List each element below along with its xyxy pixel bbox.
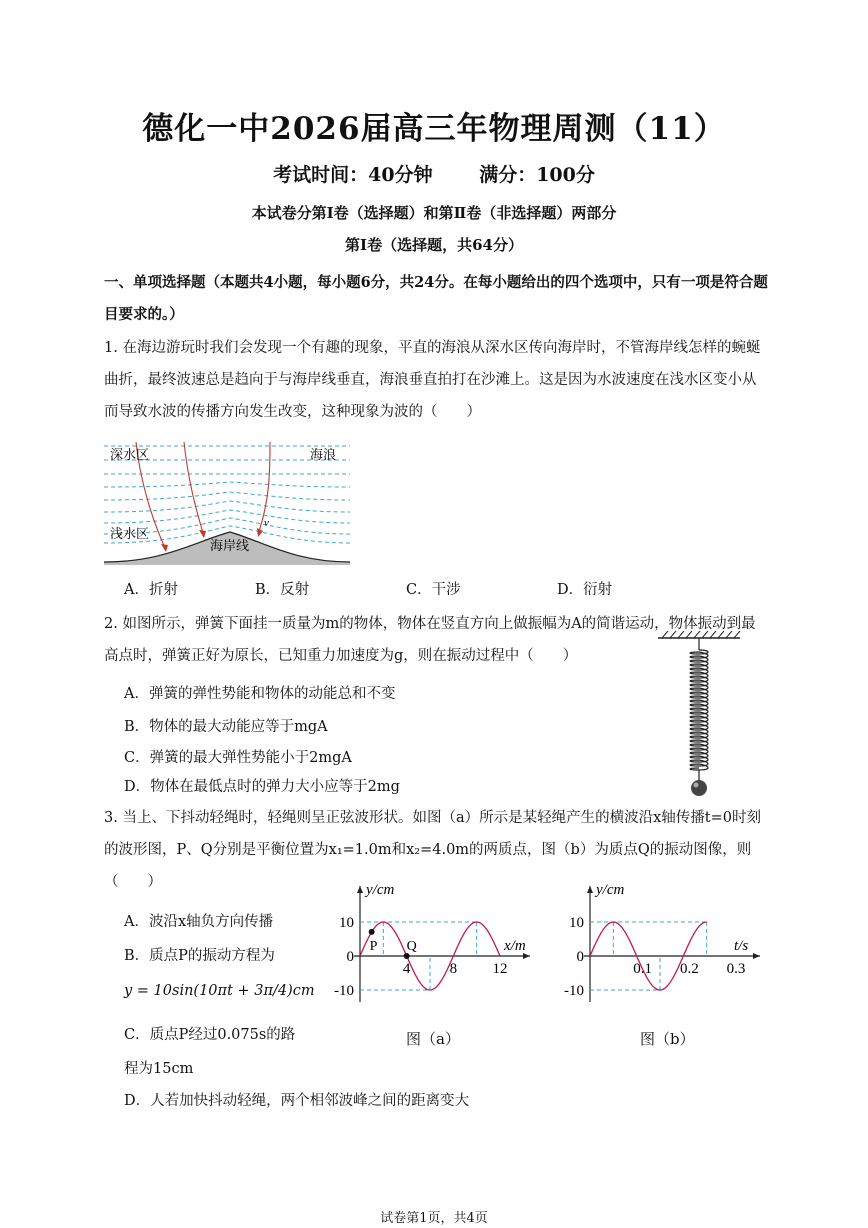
x-tick-label: 12 bbox=[492, 961, 508, 977]
chart-b-caption: 图（b） bbox=[640, 1030, 695, 1048]
q1-stem: 1. 在海边游玩时我们会发现一个有趣的现象，平直的海浪从深水区传向海岸时，不管海岸线怎样的蜿蜒曲折，最终波速总是趋向于与海岸线垂直，海浪垂直拍打在沙滩上。这是因为水波速度在浅水区变小从而导致水波的传播方向发生改变，这种现象为波的（ ） bbox=[104, 340, 761, 420]
y-axis-label: y/cm bbox=[366, 882, 395, 898]
q2-option-c: C．弹簧的最大弹性势能小于2mgA bbox=[124, 750, 352, 766]
label-coast: 海岸线 bbox=[210, 538, 250, 553]
y-axis-arrow bbox=[357, 886, 363, 893]
y-tick-label: -10 bbox=[334, 983, 354, 999]
exam-score: 满分：100分 bbox=[479, 164, 595, 186]
q2-spring-figure bbox=[650, 628, 750, 798]
chart-b bbox=[560, 878, 775, 1008]
x-tick-label: 4 bbox=[402, 961, 411, 977]
spring-coils bbox=[690, 650, 708, 770]
point-label-P: P bbox=[369, 938, 378, 954]
y-tick-label: -10 bbox=[564, 983, 584, 999]
q1-option-a: A．折射 bbox=[124, 582, 178, 598]
y-axis-arrow bbox=[587, 886, 593, 893]
q2-option-d: D．物体在最低点时的弹力大小应等于2mg bbox=[124, 779, 400, 795]
x-tick-label: 0.3 bbox=[726, 961, 746, 977]
label-v: v bbox=[264, 517, 269, 529]
q2-stem: 2. 如图所示，弹簧下面挂一质量为m的物体，物体在竖直方向上做振幅为A的简谐运动，物体振动到最高点时，弹簧正好为原长，已知重力加速度为g，则在振动过程中（ ） bbox=[104, 616, 756, 664]
x-axis-arrow bbox=[753, 953, 760, 959]
q2-option-b: B．物体的最大动能应等于mgA bbox=[124, 719, 328, 735]
y-tick-label: 0 bbox=[576, 949, 584, 965]
exam-time: 考试时间：40分钟 bbox=[273, 164, 433, 186]
q1-option-b: B．反射 bbox=[255, 582, 310, 598]
q1-option-d: D．衍射 bbox=[557, 582, 613, 598]
q3-option-b-equation: y = 10sin(10πt + 3π/4)cm bbox=[124, 983, 315, 999]
q2-option-a: A．弹簧的弹性势能和物体的动能总和不变 bbox=[124, 686, 396, 702]
mass-ball bbox=[691, 780, 707, 796]
page-title: 德化一中2026届高三年物理周测（11） bbox=[142, 111, 726, 147]
part-title: 第Ⅰ卷（选择题，共64分） bbox=[345, 236, 523, 254]
exam-meta bbox=[0, 160, 868, 187]
y-tick-label: 10 bbox=[569, 915, 584, 931]
q3-option-c: C．质点P经过0.075s的路 bbox=[124, 1027, 296, 1043]
label-shallow: 浅水区 bbox=[110, 526, 150, 541]
x-axis-label: t/s bbox=[734, 938, 749, 954]
chart-a-caption: 图（a） bbox=[406, 1030, 460, 1048]
label-wave: 海浪 bbox=[310, 447, 337, 462]
q3-option-a: A．波沿x轴负方向传播 bbox=[124, 914, 274, 930]
x-tick-label: 0.1 bbox=[633, 961, 653, 977]
q3-option-d: D．人若加快抖动轻绳，两个相邻波峰之间的距离变大 bbox=[124, 1093, 470, 1109]
exam-info: 本试卷分第Ⅰ卷（选择题）和第Ⅱ卷（非选择题）两部分 bbox=[251, 204, 617, 222]
point-label-Q: Q bbox=[406, 939, 417, 954]
y-axis-label: y/cm bbox=[596, 882, 625, 898]
x-axis-label: x/m bbox=[504, 938, 526, 954]
section-heading: 一、单项选择题（本题共4小题，每小题6分，共24分。在每小题给出的四个选项中，只有一项是符合题目要求的。） bbox=[104, 274, 768, 323]
page-footer: 试卷第1页，共4页 bbox=[380, 1211, 488, 1226]
x-tick-label: 8 bbox=[449, 961, 458, 977]
chart-a bbox=[330, 878, 545, 1008]
spring-path bbox=[690, 650, 708, 770]
q3-option-b: B．质点P的振动方程为 bbox=[124, 948, 275, 964]
q1-option-c: C．干涉 bbox=[406, 582, 461, 598]
y-tick-label: 10 bbox=[339, 915, 354, 931]
label-deep: 深水区 bbox=[110, 447, 150, 462]
point-P bbox=[369, 929, 375, 935]
q3-stem: 3. 当上、下抖动轻绳时，轻绳则呈正弦波形状。如图（a）所示是某轻绳产生的横波沿x轴传播t=0时刻的波形图，P、Q分别是平衡位置为x₁=1.0m和x₂=4.0m的两质点，图（b）为质点Q的振动图像，则（ ） bbox=[104, 810, 761, 890]
q1-wave-figure bbox=[104, 440, 354, 565]
q3-option-c-cont: 程为15cm bbox=[124, 1061, 194, 1077]
ceiling-hatch bbox=[662, 631, 740, 638]
x-tick-label: 0.2 bbox=[679, 961, 699, 977]
y-tick-label: 0 bbox=[346, 949, 354, 965]
